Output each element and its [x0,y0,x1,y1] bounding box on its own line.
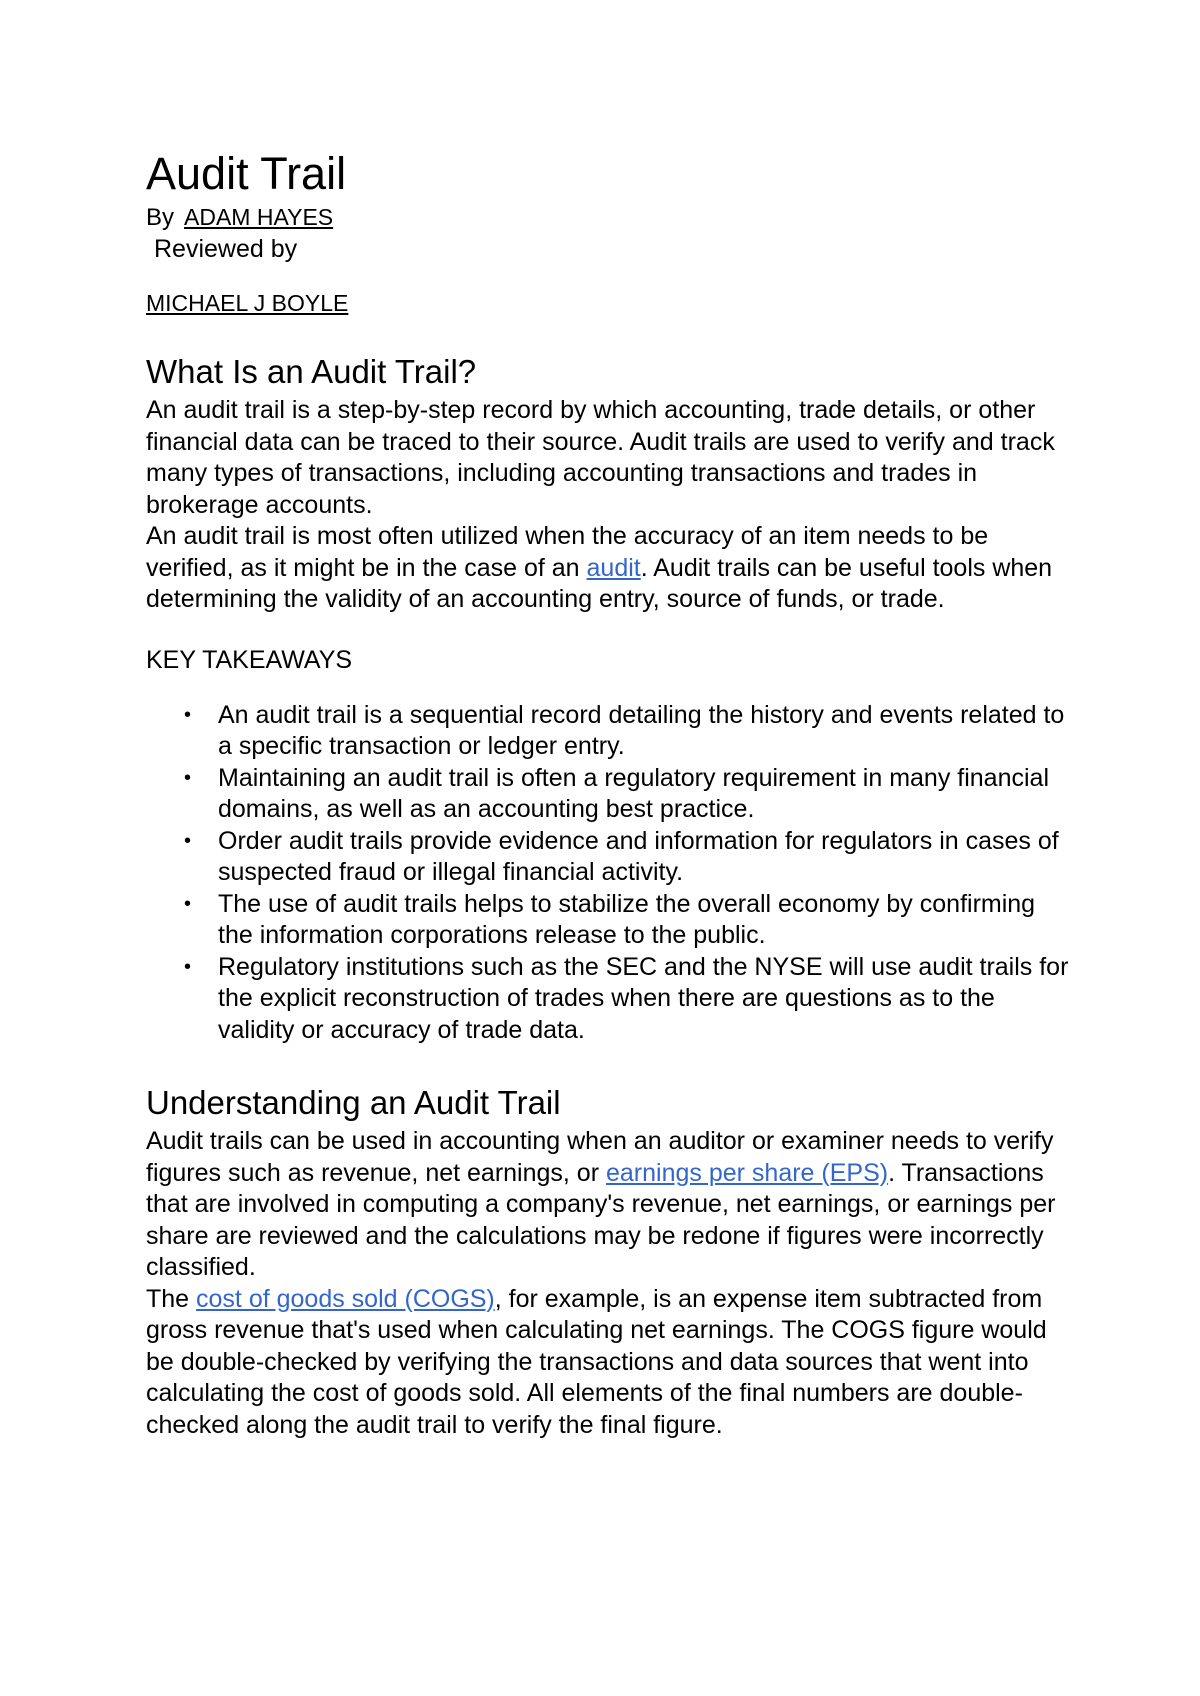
section1-paragraph-2-text-a: An audit trail is most often utilized when the accuracy of an item needs to be verified, as it might be in the case of an [146,522,989,582]
section2-paragraph-1 [146,1126,1076,1284]
reviewed-by-label: Reviewed by [154,235,298,263]
by-prefix: By [146,204,175,231]
takeaway-text: An audit trail is a sequential record detailing the history and events related to a specific transaction or ledger entry. [218,700,1065,760]
section2-paragraph-2-text-b: , for example, is an expense item subtracted from gross revenue that's used when calculating net earnings. The COGS figure would be double-checked by verifying the transactions and data sources that went into calculating the cost of goods sold. All elements of the final numbers are double-checked along the audit trail to verify the final figure. [146,1284,1047,1439]
list-item [184,763,1076,826]
list-item [184,952,1076,1047]
takeaway-text: The use of audit trails helps to stabilize the overall economy by confirming the information corporations release to the public. [218,889,1036,949]
cogs-link[interactable]: cost of goods sold (COGS) [196,1284,495,1313]
section-heading-what-is: What Is an Audit Trail? [146,353,477,390]
list-item [184,700,1076,763]
section2-paragraph-1-text-b: . Transactions that are involved in computing a company's revenue, net earnings, or earnings per share are reviewed and the calculations may be redone if figures were incorrectly classified. [146,1158,1056,1281]
eps-link[interactable]: earnings per share (EPS) [606,1158,889,1187]
document-page [146,146,1076,1441]
bullet-icon: • [184,766,192,789]
reviewer-line [146,287,1076,319]
byline [146,202,1076,233]
section2-paragraph-2 [146,1284,1076,1442]
list-item [184,826,1076,889]
section2-paragraph-2-text-a: The [146,1284,197,1313]
section1-paragraph-2 [146,521,1076,616]
section2-paragraph-1-text-a: Audit trails can be used in accounting when an auditor or examiner needs to verify figures such as revenue, net earnings, or [146,1127,1054,1187]
page-title: Audit Trail [146,148,347,199]
section-heading-understanding: Understanding an Audit Trail [146,1084,561,1121]
audit-link[interactable]: audit [586,553,641,582]
bullet-icon: • [184,892,192,915]
reviewer-link[interactable]: MICHAEL J BOYLE [146,290,349,316]
author-link[interactable]: ADAM HAYES [184,204,334,230]
section1-paragraph-2-text-b: . Audit trails can be useful tools when determining the validity of an accounting entry, source of funds, or trade. [146,553,1053,613]
bullet-icon: • [184,829,192,852]
list-item [184,889,1076,952]
takeaway-text: Maintaining an audit trail is often a regulatory requirement in many financial domains, as well as an accounting best practice. [218,763,1050,823]
section1-paragraph-1: An audit trail is a step-by-step record by which accounting, trade details, or other financial data can be traced to their source. Audit trails are used to verify and track many types of transactions, including accounting transactions and trades in brokerage accounts. [146,396,1055,519]
key-takeaways-list [146,700,1076,1047]
bullet-icon: • [184,955,192,978]
takeaway-text: Regulatory institutions such as the SEC and the NYSE will use audit trails for the explicit reconstruction of trades when there are questions as to the validity or accuracy of trade data. [218,952,1069,1044]
bullet-icon: • [184,703,192,726]
key-takeaways-label: KEY TAKEAWAYS [146,645,353,674]
takeaway-text: Order audit trails provide evidence and information for regulators in cases of suspected fraud or illegal financial activity. [218,826,1059,886]
